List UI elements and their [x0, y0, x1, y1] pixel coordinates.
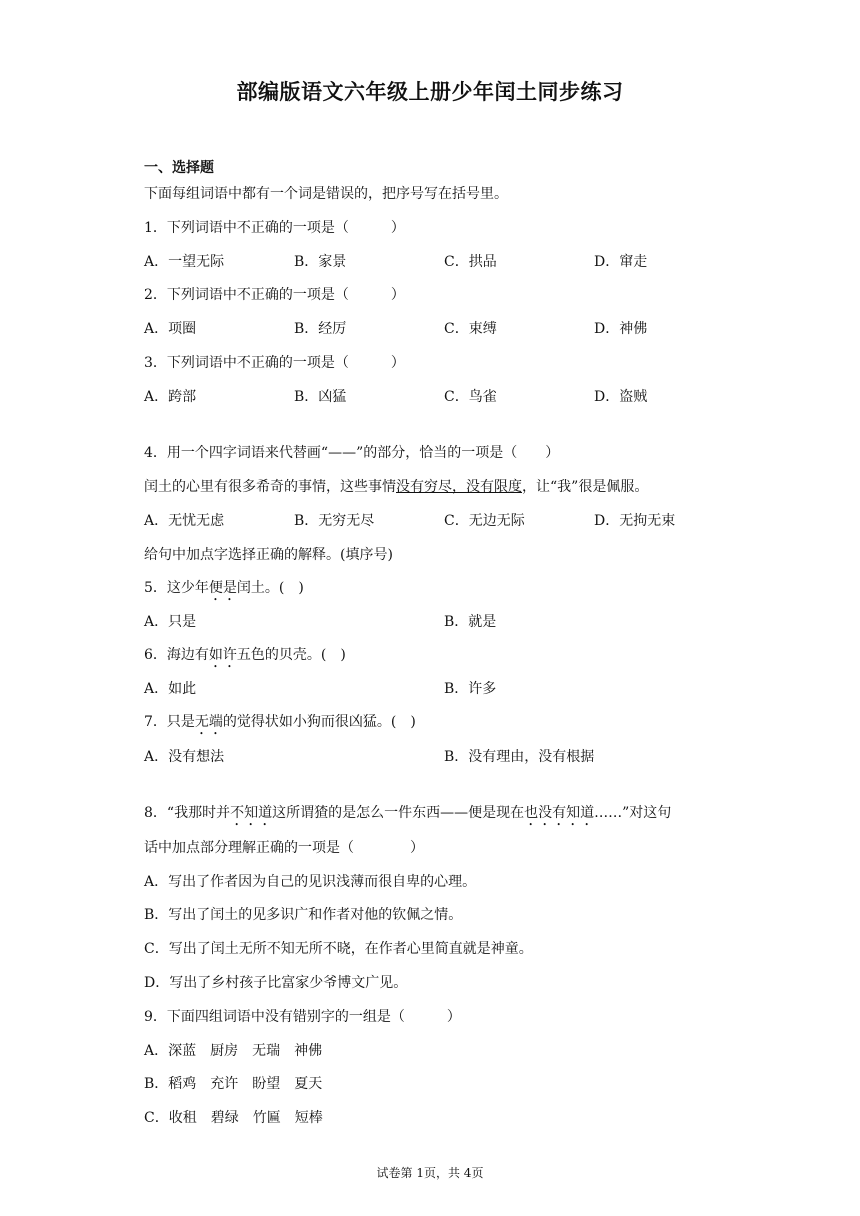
dotted-word: 如许 — [208, 647, 237, 663]
option-a: A．没有想法 — [144, 749, 225, 765]
sentence-text: 闰土的心里有很多希奇的事情，这些事情 — [144, 479, 396, 495]
question-text: 五色的贝壳。( ) — [236, 647, 346, 663]
option-a: A．一望无际 — [144, 254, 225, 270]
option-b: B．写出了闰土的见多识广和作者对他的钦佩之情。 — [144, 907, 463, 923]
option-d: D．写出了乡村孩子比富家少爷博文广见。 — [144, 975, 408, 991]
question-9: 9．下面四组词语中没有错别字的一组是（ ） — [144, 1009, 461, 1025]
question-6 — [144, 645, 346, 671]
option-a: A．如此 — [144, 681, 197, 697]
option-c: C．无边无际 — [444, 513, 525, 529]
option-b: B．没有理由，没有根据 — [444, 749, 595, 765]
question-1-options — [144, 252, 744, 272]
option-a: A．项圈 — [144, 321, 197, 337]
option-d: D．神佛 — [594, 321, 648, 337]
question-4: 4．用一个四字词语来代替画“——”的部分，恰当的一项是（ ） — [144, 445, 560, 461]
question-text: 的觉得状如小狗而很凶猛。( ) — [222, 714, 416, 730]
question-text: 6．海边有 — [144, 647, 209, 663]
question-4-options — [144, 511, 744, 531]
instruction: 下面每组词语中都有一个词是错误的，把序号写在括号里。 — [144, 186, 508, 202]
instruction: 给句中加点字选择正确的解释。(填序号) — [144, 547, 393, 563]
option-c: C．拱品 — [444, 254, 497, 270]
question-text: 5．这少年 — [144, 580, 209, 596]
sentence-text: ，让“我”很是佩服。 — [522, 479, 649, 495]
question-8 — [144, 803, 671, 829]
question-text: 这所谓猹的是怎么一件东西——便是现在 — [272, 805, 525, 821]
dotted-word: 便是 — [208, 580, 237, 596]
option-c: C．鸟雀 — [444, 389, 497, 405]
section-heading: 一、选择题 — [144, 160, 214, 176]
option-a: A．只是 — [144, 614, 197, 630]
option-b: B．经厉 — [294, 321, 347, 337]
dotted-word: 无端 — [194, 714, 223, 730]
option-d: D．盗贼 — [594, 389, 648, 405]
option-b: B．无穷无尽 — [294, 513, 375, 529]
question-8-continued: 话中加点部分理解正确的一项是（ ） — [144, 840, 424, 856]
option-c: C．写出了闰土无所不知无所不晓，在作者心里简直就是神童。 — [144, 941, 533, 957]
question-4-sentence — [144, 477, 648, 497]
option-b: B．许多 — [444, 681, 497, 697]
option-c: C．束缚 — [444, 321, 497, 337]
question-6-options — [144, 679, 744, 699]
option-a: A．写出了作者因为自己的见识浅薄而很自卑的心理。 — [144, 874, 477, 890]
option-a: A．跨部 — [144, 389, 197, 405]
option-a: A．深蓝 厨房 无瑞 神佛 — [144, 1043, 323, 1059]
question-2: 2．下列词语中不正确的一项是（ ） — [144, 287, 405, 303]
page-title: 部编版语文六年级上册少年闰土同步练习 — [236, 80, 624, 104]
page-footer: 试卷第 1页，共 4页 — [376, 1166, 484, 1180]
question-text: 闰土。( ) — [236, 580, 304, 596]
question-7-options — [144, 747, 744, 767]
question-5 — [144, 578, 304, 604]
option-a: A．无忧无虑 — [144, 513, 225, 529]
option-b: B．家景 — [294, 254, 347, 270]
question-3: 3．下列词语中不正确的一项是（ ） — [144, 355, 405, 371]
option-d: D．无拘无束 — [594, 513, 676, 529]
option-d: D．窜走 — [594, 254, 648, 270]
question-7 — [144, 712, 416, 738]
question-text: 7．只是 — [144, 714, 195, 730]
option-b: B．就是 — [444, 614, 497, 630]
question-5-options — [144, 612, 744, 632]
question-1: 1．下列词语中不正确的一项是（ ） — [144, 220, 405, 236]
option-b: B．稻鸡 充许 盼望 夏天 — [144, 1076, 323, 1092]
underlined-phrase: 没有穷尽，没有限度 — [396, 479, 522, 495]
question-text: 8．“我那时并 — [144, 805, 231, 821]
option-b: B．凶猛 — [294, 389, 347, 405]
option-c: C．收租 碧绿 竹匾 短棒 — [144, 1110, 323, 1126]
question-3-options — [144, 387, 744, 407]
question-text: ……”对这句 — [594, 805, 672, 821]
question-2-options — [144, 319, 744, 339]
dotted-word: 也没有知道 — [524, 805, 595, 821]
dotted-word: 不知道 — [230, 805, 273, 821]
